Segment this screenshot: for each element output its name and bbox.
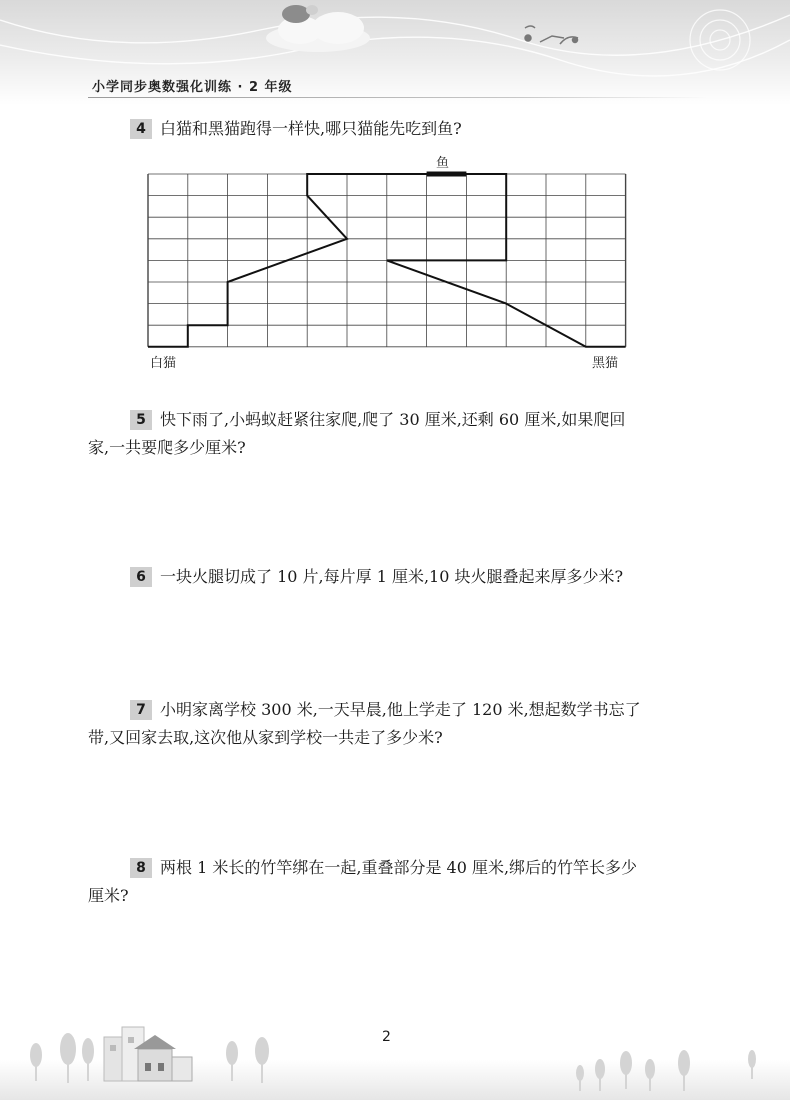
cloud-icon: [266, 12, 370, 52]
music-notes-icon: [525, 26, 578, 44]
question-number: 8: [130, 858, 152, 878]
question-5: [88, 406, 694, 462]
question-number: 6: [130, 567, 152, 587]
running-header: 小学同步奥数强化训练 · 2 年级: [92, 80, 293, 95]
question-text: 快下雨了,小蚂蚁赶紧往家爬,爬了 30 厘米,还剩 60 厘米,如果爬回: [160, 410, 626, 429]
maze-grid: [140, 150, 640, 350]
question-text: 两根 1 米长的竹竿绑在一起,重叠部分是 40 厘米,绑后的竹竿长多少: [160, 858, 638, 877]
black-cat-label: 黑猫: [592, 356, 619, 371]
question-text-continued: 厘米?: [88, 886, 129, 905]
question-text: 白猫和黑猫跑得一样快,哪只猫能先吃到鱼?: [160, 119, 462, 138]
footer-decoration-illustration: [0, 1015, 790, 1100]
question-text: 小明家离学校 300 米,一天早晨,他上学走了 120 米,想起数学书忘了: [160, 700, 641, 719]
question-text-continued: 带,又回家去取,这次他从家到学校一共走了多少米?: [88, 728, 443, 747]
fish-label: 鱼: [436, 156, 450, 171]
question-text-continued: 家,一共要爬多少厘米?: [88, 438, 246, 457]
question-number: 4: [130, 119, 152, 139]
question-4: [88, 115, 694, 143]
house-icon: [104, 1027, 192, 1081]
page-number: 2: [382, 1029, 391, 1045]
question-number: 5: [130, 410, 152, 430]
question-8: [88, 854, 694, 910]
white-cat-label: 白猫: [150, 356, 177, 371]
question-6: [88, 563, 694, 591]
question-number: 7: [130, 700, 152, 720]
question-text: 一块火腿切成了 10 片,每片厚 1 厘米,10 块火腿叠起来厚多少米?: [160, 567, 624, 586]
header-rule: [88, 97, 708, 98]
question-7: [88, 696, 694, 752]
